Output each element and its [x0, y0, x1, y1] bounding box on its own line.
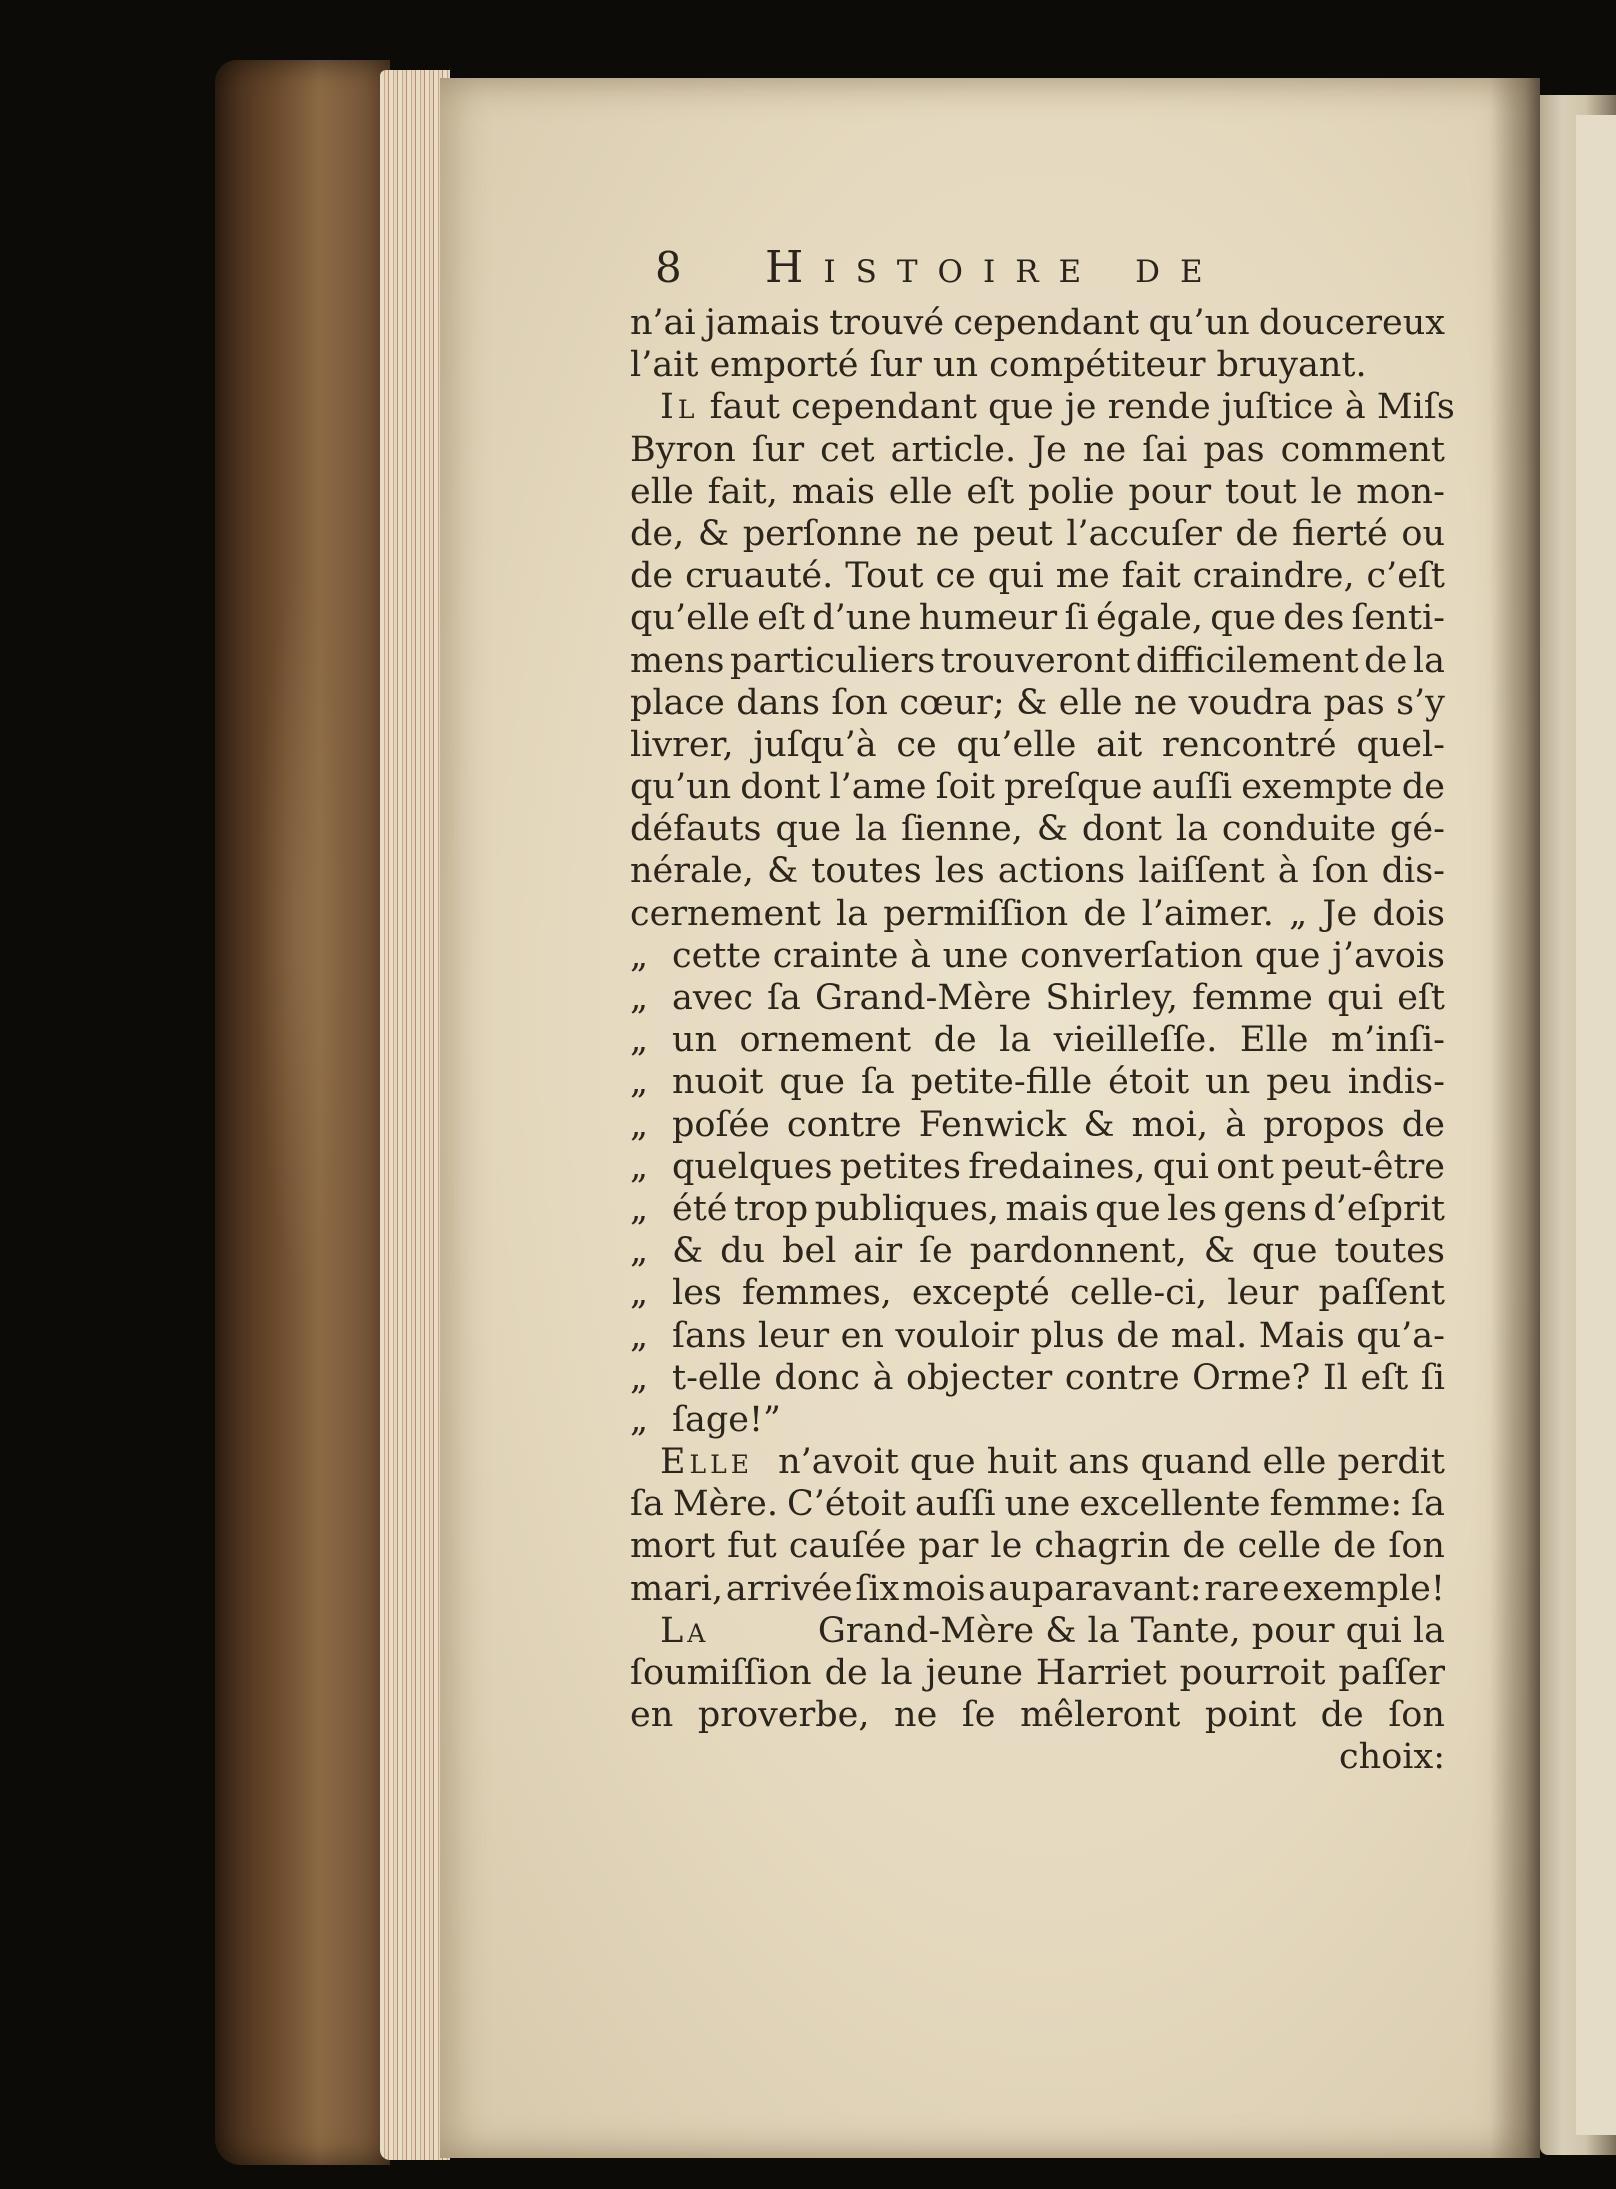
line-text: un ornement de la vieilleſſe. Elle m’inſi- — [672, 1020, 1445, 1061]
line-text: nuoit que ſa petite-fille étoit un peu indis- — [672, 1062, 1445, 1103]
text-line — [630, 808, 1445, 850]
line-text: en proverbe, ne ſe mêleront point de ſon — [630, 1695, 1445, 1736]
line-text: livrer, juſqu’à ce qu’elle ait rencontré quel- — [630, 724, 1445, 765]
text-block — [630, 302, 1455, 1779]
line-text: été trop publiques, mais que les gens d’eſprit — [672, 1188, 1445, 1229]
page-number: 8 — [655, 243, 682, 292]
line-text: n’ai jamais trouvé cependant qu’un doucereux — [630, 303, 1445, 343]
quote-mark: „ — [630, 1315, 649, 1356]
running-head — [655, 238, 1515, 298]
line-text: cernement la permiſſion de l’aimer. „ Je dois — [630, 893, 1445, 934]
line-text: poſée contre Fenwick & moi, à propos de — [672, 1104, 1445, 1145]
line-text: ſoumiſſion de la jeune Harriet pourroit paſſer — [630, 1653, 1445, 1693]
text-line — [630, 1694, 1445, 1736]
line-text: qu’elle eſt d’une humeur ſi égale, que des ſenti- — [630, 598, 1445, 639]
quote-mark: „ — [630, 1231, 649, 1272]
line-text: défauts que la ſienne, & dont la conduite gé- — [630, 809, 1445, 850]
line-text: cette crainte à une converſation que j’avois — [672, 935, 1445, 976]
text-line — [630, 429, 1445, 471]
line-text: place dans ſon cœur; & elle ne voudra pas s’y — [630, 682, 1445, 723]
line-text: faut cependant que je rende juſtice à Miſs — [698, 387, 1455, 428]
book-cover-left — [215, 60, 390, 2165]
text-line — [630, 1188, 1445, 1230]
text-line — [630, 1272, 1445, 1314]
facing-page-edge — [1540, 95, 1616, 2155]
text-line — [630, 1483, 1445, 1525]
quote-mark: „ — [630, 1062, 649, 1103]
text-line — [630, 513, 1445, 555]
text-line — [630, 682, 1445, 724]
line-text: n’avoit que huit ans quand elle perdit — [767, 1442, 1445, 1483]
text-line — [630, 1061, 1445, 1103]
text-line — [630, 850, 1445, 892]
quote-mark: „ — [630, 1357, 649, 1398]
text-line — [630, 597, 1445, 639]
line-text: & du bel air ſe pardonnent, & que toutes — [672, 1231, 1445, 1272]
line-text: qu’un dont l’ame ſoit preſque auſſi exempte de — [630, 767, 1445, 808]
text-line — [630, 1610, 1445, 1652]
text-line — [630, 302, 1445, 344]
line-text: mort fut cauſée par le chagrin de celle de ſon — [630, 1526, 1445, 1567]
line-text: quelques petites fredaines, qui ont peut-être — [672, 1146, 1445, 1187]
text-line — [630, 893, 1445, 935]
quote-mark: „ — [630, 935, 649, 976]
text-line — [630, 724, 1445, 766]
spine-gutter — [1490, 78, 1540, 2158]
text-line — [630, 1525, 1445, 1567]
text-line — [630, 1441, 1445, 1483]
quote-mark: „ — [630, 1273, 649, 1314]
text-line — [630, 1146, 1445, 1188]
text-line — [630, 1019, 1445, 1061]
line-text: de, & perſonne ne peut l’accuſer de fierté ou — [630, 513, 1445, 554]
line-text: l’ait emporté ſur un compétiteur bruyant. — [630, 345, 1367, 386]
catchword-line — [630, 1736, 1445, 1778]
quote-mark: „ — [630, 1399, 649, 1440]
text-line — [630, 344, 1445, 386]
quote-mark: „ — [630, 1104, 649, 1145]
line-text: nérale, & toutes les actions laiſſent à ſon dis- — [630, 851, 1445, 892]
quote-mark: „ — [630, 1020, 649, 1061]
quote-mark: „ — [630, 1188, 649, 1229]
running-title: Histoire de — [765, 242, 1223, 293]
line-text: Grand-Mère & la Tante, pour qui la — [806, 1610, 1445, 1651]
line-text: elle fait, mais elle eſt polie pour tout le mon- — [630, 471, 1445, 512]
text-line — [630, 1399, 1445, 1441]
quote-mark: „ — [630, 978, 649, 1018]
line-text: mens particuliers trouveront difficilement de la — [630, 640, 1445, 681]
text-line — [630, 1652, 1445, 1694]
text-line — [630, 555, 1445, 597]
text-line — [630, 1568, 1445, 1610]
text-line — [630, 1357, 1445, 1399]
line-text: ſa Mère. C’étoit auſſi une excellente femme: ſa — [630, 1484, 1445, 1525]
text-line — [630, 1230, 1445, 1272]
text-line — [630, 1315, 1445, 1357]
lead-word: Elle — [660, 1442, 754, 1483]
lead-word: Il — [660, 387, 699, 428]
text-line — [630, 977, 1445, 1019]
text-line — [630, 1104, 1445, 1146]
text-line — [630, 935, 1445, 977]
line-text: les femmes, excepté celle-ci, leur paſſent — [672, 1273, 1445, 1314]
quote-mark: „ — [630, 1146, 649, 1187]
text-line — [630, 471, 1445, 513]
catchword: choix: — [1339, 1737, 1445, 1778]
line-text: t-elle donc à objecter contre Orme? Il eſt ſi — [672, 1357, 1445, 1398]
line-text: mari, arrivée ſix mois auparavant: rare exemple! — [630, 1568, 1445, 1609]
text-line — [630, 386, 1455, 428]
lead-word: La — [660, 1610, 710, 1651]
line-text: Byron ſur cet article. Je ne ſai pas comment — [630, 429, 1445, 470]
text-line — [630, 640, 1445, 682]
line-text: ſans leur en vouloir plus de mal. Mais qu’a- — [672, 1315, 1445, 1356]
text-line — [630, 766, 1445, 808]
line-text: avec ſa Grand-Mère Shirley, femme qui eſt — [672, 978, 1445, 1018]
line-text: de cruauté. Tout ce qui me fait craindre, c’eſt — [630, 556, 1445, 597]
line-text: ſage!” — [672, 1399, 781, 1440]
